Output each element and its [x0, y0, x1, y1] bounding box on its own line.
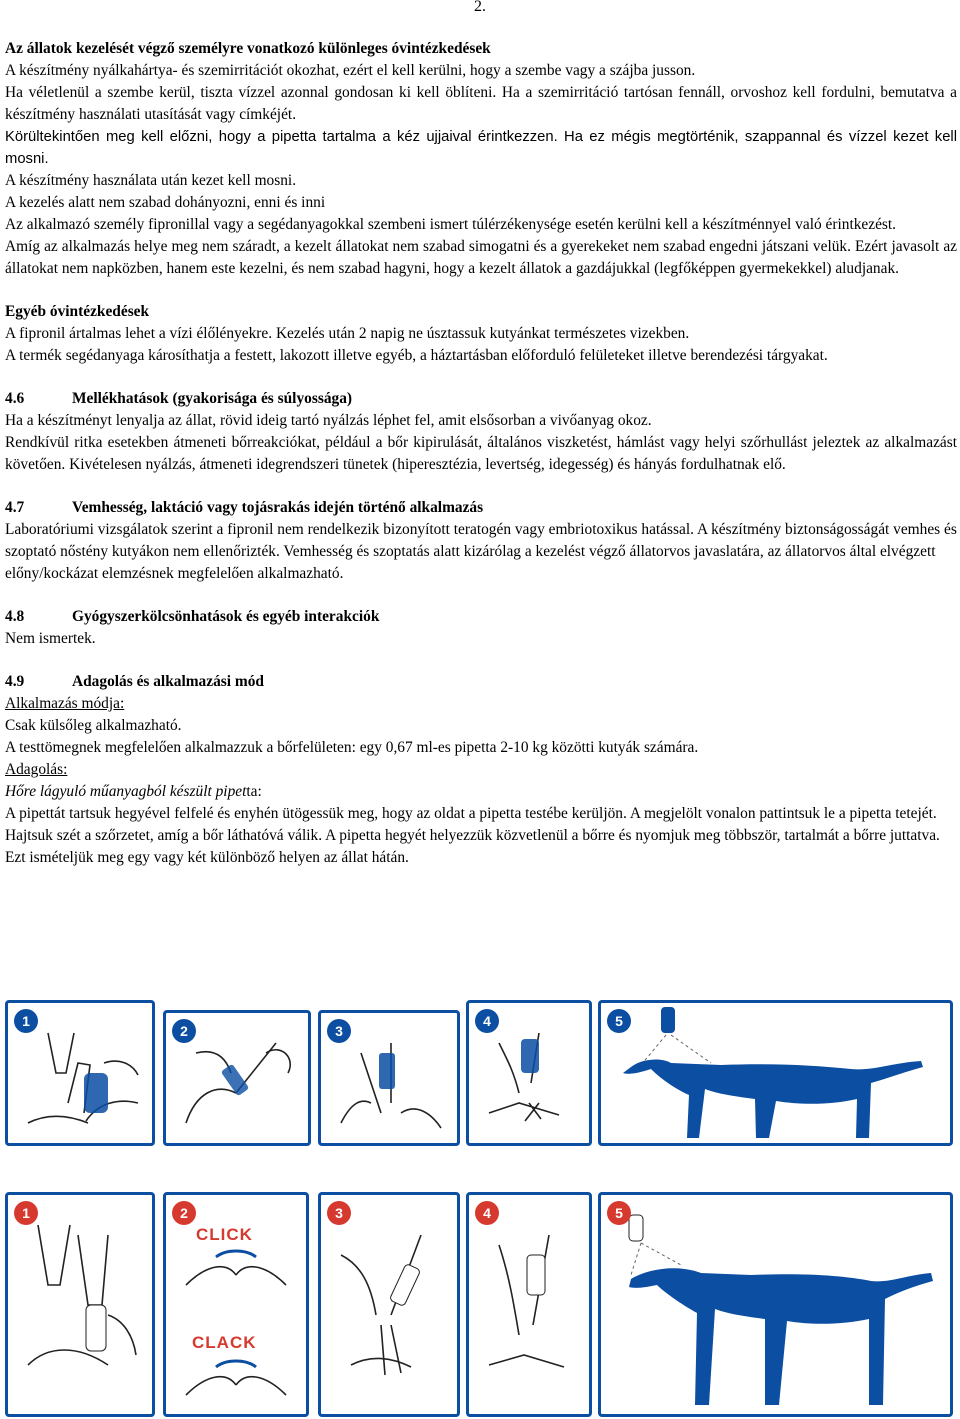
subheading-pipette-type	[5, 781, 957, 803]
dog-application-alt-illustration	[601, 1195, 950, 1414]
paragraph: A pipettát tartsuk hegyével felfelé és enyhén ütögessük meg, hogy az oldat a pipetta testébe kerüljön. A megjelölt vonalon pattintsuk le a pipetta tetejét.	[5, 805, 937, 822]
apply-to-skin-alt-illustration	[469, 1195, 589, 1414]
step-5-alt-badge: 5	[607, 1201, 631, 1225]
step-2-panel	[163, 1010, 311, 1146]
section-title: Vemhesség, laktáció vagy tojásrakás idején történő alkalmazás	[72, 499, 484, 516]
section-number: 4.9	[5, 673, 25, 690]
step-2-alt-badge: 2	[172, 1201, 196, 1225]
step-1-alt-panel	[5, 1192, 155, 1417]
paragraph: Ha a készítményt lenyalja az állat, rövid ideig tartó nyálzás léphet fel, amit elsősorban a vivőanyag okoz.	[5, 412, 652, 429]
pipette-tap-alt-illustration	[8, 1195, 152, 1414]
subheading-application-method: Alkalmazás módja:	[5, 695, 125, 712]
step-2-alt-panel	[163, 1192, 309, 1417]
step-3-alt-panel	[318, 1192, 460, 1417]
step-5-alt-panel	[598, 1192, 953, 1417]
section-heading-4-7	[5, 497, 957, 519]
section-title: Adagolás és alkalmazási mód	[72, 673, 264, 690]
section-heading-other-precautions: Egyéb óvintézkedések	[5, 303, 150, 320]
step-4-alt-badge: 4	[475, 1201, 499, 1225]
section-heading-handler-precautions: Az állatok kezelését végző személyre vonatkozó különleges óvintézkedések	[5, 40, 491, 57]
step-3-panel	[318, 1010, 460, 1146]
paragraph: Laboratóriumi vizsgálatok szerint a fipronil nem rendelkezik bizonyított teratogén vagy embriotoxikus hatással. A készítmény biztonságosságát vemhes és szoptató nőstény kutyákon nem ellenőrizték. Vemhesség és szoptatás alatt kizárólag a kezelést végző állatorvos javaslatára, az állatorvos által elvégzett előny/kockázat elemzésnek megfelelően alkalmazható.	[5, 521, 957, 582]
section-number: 4.8	[5, 608, 25, 625]
section-title: Gyógyszerkölcsönhatások és egyéb interakciók	[72, 608, 380, 625]
section-number: 4.6	[5, 390, 25, 407]
section-title: Mellékhatások (gyakorisága és súlyossága)	[72, 390, 353, 407]
page-number: 2.	[474, 0, 486, 15]
pipette-type-rest: ta:	[246, 783, 262, 800]
step-5-badge: 5	[607, 1009, 631, 1033]
paragraph: Hajtsuk szét a szőrzetet, amíg a bőr láthatóvá válik. A pipetta hegyét helyezzük közvetlenül a bőrre és nyomjuk meg többször, tartalmát a bőrre juttatva. Ezt ismételjük meg egy vagy két különböző helyen az állat hátán.	[5, 827, 940, 866]
step-1-alt-badge: 1	[14, 1201, 38, 1225]
section-heading-4-9	[5, 671, 957, 693]
section-heading-4-8	[5, 606, 957, 628]
dog-application-illustration	[601, 1003, 950, 1143]
paragraph: Az alkalmazó személy fipronillal vagy a segédanyagokkal szembeni ismert túlérzékenysége esetén kerülni kell a készítménnyel való érintkezést.	[5, 216, 897, 233]
paragraph: A kezelés alatt nem szabad dohányozni, enni és inni	[5, 194, 326, 211]
paragraph: Ha véletlenül a szembe kerül, tiszta vízzel azonnal gondosan ki kell öblíteni. Ha a szemirritáció tartósan fennáll, orvoshoz kell fordulni, bemutatva a készítmény használati utasítását vagy címkéjét.	[5, 84, 957, 123]
step-1-badge: 1	[14, 1009, 38, 1033]
clack-label: CLACK	[192, 1333, 257, 1352]
paragraph: A készítmény nyálkahártya- és szemirritációt okozhat, ezért el kell kerülni, hogy a szembe vagy a szájba jusson.	[5, 62, 696, 79]
paragraph: A készítmény használata után kezet kell mosni.	[5, 172, 297, 189]
section-heading-4-6	[5, 388, 957, 410]
paragraph: Amíg az alkalmazás helye meg nem száradt, a kezelt állatokat nem szabad simogatni és a gyerekeket nem szabad engedni játszani velük. Ezért javasolt az állatokat nem napközben, hanem este kezelni, és nem szabad hagyni, hogy a kezelt állatok a gazdájukkal (legfőképpen gyermekekkel) aludjanak.	[5, 238, 957, 277]
part-fur-alt-illustration	[321, 1195, 457, 1414]
paragraph: Nem ismertek.	[5, 630, 96, 647]
subheading-dosage: Adagolás:	[5, 761, 68, 778]
click-label: CLICK	[196, 1225, 253, 1244]
step-2-badge: 2	[172, 1019, 196, 1043]
document-body	[5, 38, 957, 869]
step-3-badge: 3	[327, 1019, 351, 1043]
paragraph: A fipronil ártalmas lehet a vízi élőlényekre. Kezelés után 2 napig ne úsztassuk kutyánkat természetes vizekben.	[5, 325, 690, 342]
paragraph: Körültekintően meg kell előzni, hogy a pipetta tartalma a kéz ujjaival érintkezzen. Ha ez mégis megtörténik, szappannal és vízzel kezet kell mosni.	[5, 129, 957, 167]
step-1-panel	[5, 1000, 155, 1146]
paragraph: Rendkívül ritka esetekben átmeneti bőrreakciókat, például a bőr kipirulását, általános viszketést, hámlást vagy helyi szőrhullást jeleztek az alkalmazást követően. Kivételesen nyálzás, átmeneti idegrendszeri tünetek (hiperesztézia, levertség, idegesség) és hányás fordulhatnak elő.	[5, 434, 957, 473]
step-4-badge: 4	[475, 1009, 499, 1033]
step-4-alt-panel	[466, 1192, 592, 1417]
step-5-panel	[598, 1000, 953, 1146]
pipette-type-italic: Hőre lágyuló műanyagból készült pipet	[5, 783, 247, 800]
paragraph: A testtömegnek megfelelően alkalmazzuk a bőrfelületen: egy 0,67 ml-es pipetta 2-10 kg közötti kutyák számára.	[5, 739, 699, 756]
instruction-illustrations	[0, 1000, 960, 1419]
section-number: 4.7	[5, 499, 25, 516]
page-number-area	[0, 0, 490, 22]
step-3-alt-badge: 3	[327, 1201, 351, 1225]
step-4-panel	[466, 1000, 592, 1146]
paragraph: Csak külsőleg alkalmazható.	[5, 717, 182, 734]
paragraph: A termék segédanyaga károsíthatja a festett, lakozott illetve egyéb, a háztartásban előforduló felületeket illetve berendezési tárgyakat.	[5, 347, 828, 364]
